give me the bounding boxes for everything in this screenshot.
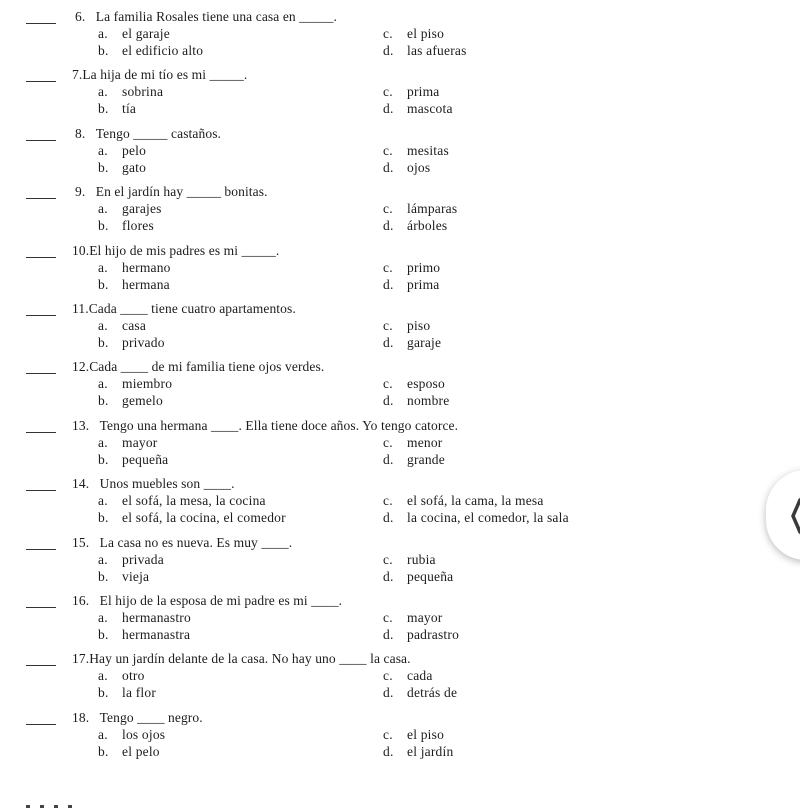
option-text: cada <box>407 668 433 684</box>
option-text: prima <box>407 276 440 292</box>
answer-option-b <box>98 393 163 409</box>
answer-option-d <box>383 685 457 701</box>
question-text <box>72 593 342 609</box>
question-text <box>72 359 324 375</box>
option-letter: b. <box>98 276 109 292</box>
option-text: ojos <box>407 159 431 175</box>
option-letter: a. <box>98 142 108 158</box>
question-item <box>0 11 800 69</box>
answer-option-a <box>98 668 145 684</box>
option-letter: b. <box>98 43 109 58</box>
option-text: hermana <box>122 276 170 292</box>
option-text: padrastro <box>407 627 460 642</box>
question-text <box>72 418 458 434</box>
option-letter: b. <box>98 335 109 350</box>
question-prompt: La familia Rosales tiene una casa en _____. <box>95 9 337 24</box>
question-number: 14. <box>72 476 90 492</box>
answer-option-d <box>383 335 441 351</box>
option-text: gemelo <box>122 393 163 409</box>
answer-option-a <box>98 435 158 451</box>
option-letter: c. <box>383 376 393 392</box>
question-number: 11. <box>72 301 89 316</box>
option-letter: a. <box>98 668 108 684</box>
option-text: pequeña <box>122 451 169 467</box>
question-prompt: Hay un jardín delante de la casa. No hay uno ____ la casa. <box>89 651 411 667</box>
answer-option-d <box>383 218 447 234</box>
question-prompt: Cada ____ de mi familia tiene ojos verdes. <box>89 359 325 375</box>
option-letter: d. <box>383 218 394 234</box>
option-text: el sofá, la cocina, el comedor <box>122 510 286 526</box>
option-letter: c. <box>383 551 393 567</box>
option-text: las afueras <box>407 43 467 58</box>
answer-option-d <box>383 160 430 176</box>
option-letter: a. <box>98 434 108 450</box>
answer-blank[interactable] <box>26 373 56 374</box>
answer-blank[interactable] <box>26 432 56 433</box>
question-item <box>0 361 800 419</box>
option-letter: b. <box>98 451 109 467</box>
option-letter: c. <box>383 668 393 684</box>
answer-option-d <box>383 393 449 409</box>
answer-option-d <box>383 627 459 643</box>
answer-option-a <box>98 376 172 392</box>
answer-option-b <box>98 627 190 643</box>
question-item <box>0 125 800 186</box>
question-prompt: Tengo una hermana ____. Ella tiene doce años. Yo tengo catorce. <box>99 417 459 433</box>
answer-blank[interactable] <box>26 198 56 199</box>
question-item <box>0 242 800 303</box>
option-text: lámparas <box>407 201 458 217</box>
answer-option-c <box>383 26 444 42</box>
answer-option-a <box>98 318 146 334</box>
option-text: detrás de <box>407 685 458 701</box>
answer-option-c <box>383 376 445 392</box>
question-item <box>0 69 800 127</box>
option-text: pelo <box>122 142 147 158</box>
option-text: sobrina <box>122 84 164 100</box>
option-text: grande <box>407 451 445 467</box>
page-footer-marks <box>26 796 86 800</box>
question-text <box>75 126 221 142</box>
option-letter: a. <box>98 551 108 567</box>
question-number: 13. <box>72 417 90 433</box>
answer-option-b <box>98 452 168 468</box>
answer-option-d <box>383 277 440 293</box>
option-text: piso <box>407 318 431 333</box>
option-letter: b. <box>98 218 109 234</box>
question-prompt: La hija de mi tío es mi _____. <box>82 67 248 83</box>
option-letter: c. <box>383 318 393 333</box>
option-text: primo <box>407 259 441 275</box>
answer-option-a <box>98 610 191 626</box>
answer-option-a <box>98 26 170 42</box>
question-number: 7. <box>72 67 83 83</box>
option-letter: b. <box>98 510 109 526</box>
option-letter: a. <box>98 318 108 333</box>
option-text: menor <box>407 434 443 450</box>
answer-option-d <box>383 101 453 117</box>
option-text: otro <box>122 668 145 684</box>
answer-option-d <box>383 452 445 468</box>
option-text: garajes <box>122 201 162 217</box>
answer-option-a <box>98 201 162 217</box>
option-text: el edificio alto <box>122 43 204 58</box>
option-text: tía <box>122 101 137 117</box>
answer-option-a <box>98 260 171 276</box>
question-number: 15. <box>72 534 90 550</box>
question-text <box>72 67 247 83</box>
answer-option-d <box>383 510 569 526</box>
question-item <box>0 186 800 244</box>
option-text: flores <box>122 218 154 234</box>
question-text <box>72 651 411 667</box>
option-text: el jardín <box>407 743 454 759</box>
option-letter: a. <box>98 493 108 509</box>
option-letter: c. <box>383 142 393 158</box>
answer-blank[interactable] <box>26 549 56 550</box>
option-text: gato <box>122 159 147 175</box>
question-prompt: El hijo de la esposa de mi padre es mi ____. <box>99 593 343 608</box>
question-number: 8. <box>75 125 86 141</box>
answer-blank[interactable] <box>26 607 56 608</box>
question-item <box>0 478 800 536</box>
option-letter: d. <box>383 743 394 759</box>
answer-option-b <box>98 43 203 59</box>
option-text: mayor <box>122 434 158 450</box>
option-letter: c. <box>383 84 393 100</box>
option-letter: a. <box>98 726 108 742</box>
question-number: 16. <box>72 593 90 608</box>
answer-option-b <box>98 277 170 293</box>
question-text <box>72 243 279 259</box>
option-letter: d. <box>383 685 394 701</box>
answer-option-a <box>98 493 266 509</box>
option-letter: c. <box>383 610 393 625</box>
answer-option-c <box>383 668 433 684</box>
question-text <box>75 9 337 25</box>
option-letter: a. <box>98 201 108 217</box>
question-text <box>75 184 268 200</box>
question-number: 18. <box>72 709 90 725</box>
answer-option-c <box>383 260 440 276</box>
question-item <box>0 709 800 770</box>
answer-option-b <box>98 160 146 176</box>
option-letter: c. <box>383 493 393 509</box>
option-letter: d. <box>383 510 394 526</box>
answer-option-c <box>383 435 443 451</box>
option-letter: b. <box>98 393 109 409</box>
option-letter: a. <box>98 259 108 275</box>
option-text: el garaje <box>122 26 170 41</box>
answer-option-a <box>98 552 164 568</box>
answer-option-a <box>98 84 163 100</box>
question-item <box>0 534 800 595</box>
option-letter: a. <box>98 26 108 41</box>
answer-option-b <box>98 510 286 526</box>
answer-option-b <box>98 218 154 234</box>
answer-option-c <box>383 493 544 509</box>
question-prompt: La casa no es nueva. Es muy ____. <box>99 534 293 550</box>
option-letter: b. <box>98 685 109 701</box>
answer-option-c <box>383 84 440 100</box>
answer-option-a <box>98 727 165 743</box>
option-letter: c. <box>383 434 393 450</box>
option-text: privada <box>122 551 164 567</box>
answer-option-c <box>383 201 457 217</box>
option-text: nombre <box>407 393 450 409</box>
option-text: mesitas <box>407 142 449 158</box>
question-number: 9. <box>75 184 86 200</box>
option-text: el sofá, la mesa, la cocina <box>122 493 266 509</box>
answer-blank[interactable] <box>26 81 56 82</box>
option-text: pequeña <box>407 568 454 584</box>
question-number: 12. <box>72 359 90 375</box>
option-text: árboles <box>407 218 448 234</box>
option-letter: a. <box>98 610 108 625</box>
option-text: vieja <box>122 568 150 584</box>
answer-option-b <box>98 685 156 701</box>
option-text: hermano <box>122 259 171 275</box>
question-number: 6. <box>75 9 86 24</box>
option-letter: d. <box>383 393 394 409</box>
question-item <box>0 595 800 653</box>
option-letter: b. <box>98 568 109 584</box>
option-letter: b. <box>98 627 109 642</box>
question-prompt: El hijo de mis padres es mi _____. <box>89 242 280 258</box>
answer-blank[interactable] <box>26 490 56 491</box>
answer-blank[interactable] <box>26 23 56 24</box>
question-text <box>72 476 235 492</box>
option-text: prima <box>407 84 440 100</box>
answer-option-c <box>383 727 444 743</box>
option-text: los ojos <box>122 726 166 742</box>
answer-option-d <box>383 744 453 760</box>
option-letter: c. <box>383 726 393 742</box>
option-letter: c. <box>383 201 393 217</box>
option-text: el pelo <box>122 743 160 759</box>
option-text: el piso <box>407 26 445 41</box>
answer-option-c <box>383 610 443 626</box>
question-text <box>72 535 292 551</box>
answer-option-a <box>98 143 146 159</box>
option-text: hermanastra <box>122 627 191 642</box>
option-text: casa <box>122 318 147 333</box>
question-item <box>0 653 800 711</box>
answer-option-d <box>383 43 467 59</box>
question-prompt: Tengo _____ castaños. <box>95 125 222 141</box>
answer-option-c <box>383 143 449 159</box>
option-text: mascota <box>407 101 453 117</box>
option-text: el sofá, la cama, la mesa <box>407 493 544 509</box>
option-letter: d. <box>383 335 394 350</box>
question-text <box>72 710 203 726</box>
option-letter: b. <box>98 101 109 117</box>
question-prompt: Tengo ____ negro. <box>99 709 203 725</box>
option-letter: d. <box>383 627 394 642</box>
question-text <box>72 301 296 317</box>
answer-option-d <box>383 569 453 585</box>
option-text: el piso <box>407 726 445 742</box>
option-text: hermanastro <box>122 610 191 625</box>
option-letter: d. <box>383 159 394 175</box>
option-letter: c. <box>383 26 393 41</box>
question-prompt: En el jardín hay _____ bonitas. <box>95 184 268 200</box>
question-prompt: Cada ____ tiene cuatro apartamentos. <box>88 301 296 316</box>
option-letter: d. <box>383 451 394 467</box>
answer-blank[interactable] <box>26 665 56 666</box>
option-text: privado <box>122 335 165 350</box>
option-text: garaje <box>407 335 442 350</box>
option-text: rubia <box>407 551 436 567</box>
option-letter: a. <box>98 376 108 392</box>
option-letter: b. <box>98 743 109 759</box>
option-letter: d. <box>383 276 394 292</box>
option-text: mayor <box>407 610 443 625</box>
question-number: 10. <box>72 242 90 258</box>
option-text: esposo <box>407 376 445 392</box>
answer-blank[interactable] <box>26 140 56 141</box>
answer-option-c <box>383 318 430 334</box>
question-number: 17. <box>72 651 90 667</box>
option-letter: d. <box>383 568 394 584</box>
answer-option-b <box>98 744 160 760</box>
option-text: miembro <box>122 376 173 392</box>
option-text: la cocina, el comedor, la sala <box>407 510 569 526</box>
question-prompt: Unos muebles son ____. <box>99 476 235 492</box>
answer-option-b <box>98 101 136 117</box>
question-item <box>0 417 800 478</box>
option-letter: d. <box>383 43 394 58</box>
option-letter: a. <box>98 84 108 100</box>
answer-option-b <box>98 569 149 585</box>
answer-option-c <box>383 552 436 568</box>
answer-blank[interactable] <box>26 257 56 258</box>
option-letter: b. <box>98 159 109 175</box>
answer-blank[interactable] <box>26 315 56 316</box>
question-item <box>0 303 800 361</box>
option-letter: c. <box>383 259 393 275</box>
answer-option-b <box>98 335 165 351</box>
option-letter: d. <box>383 101 394 117</box>
option-text: la flor <box>122 685 157 701</box>
answer-blank[interactable] <box>26 724 56 725</box>
